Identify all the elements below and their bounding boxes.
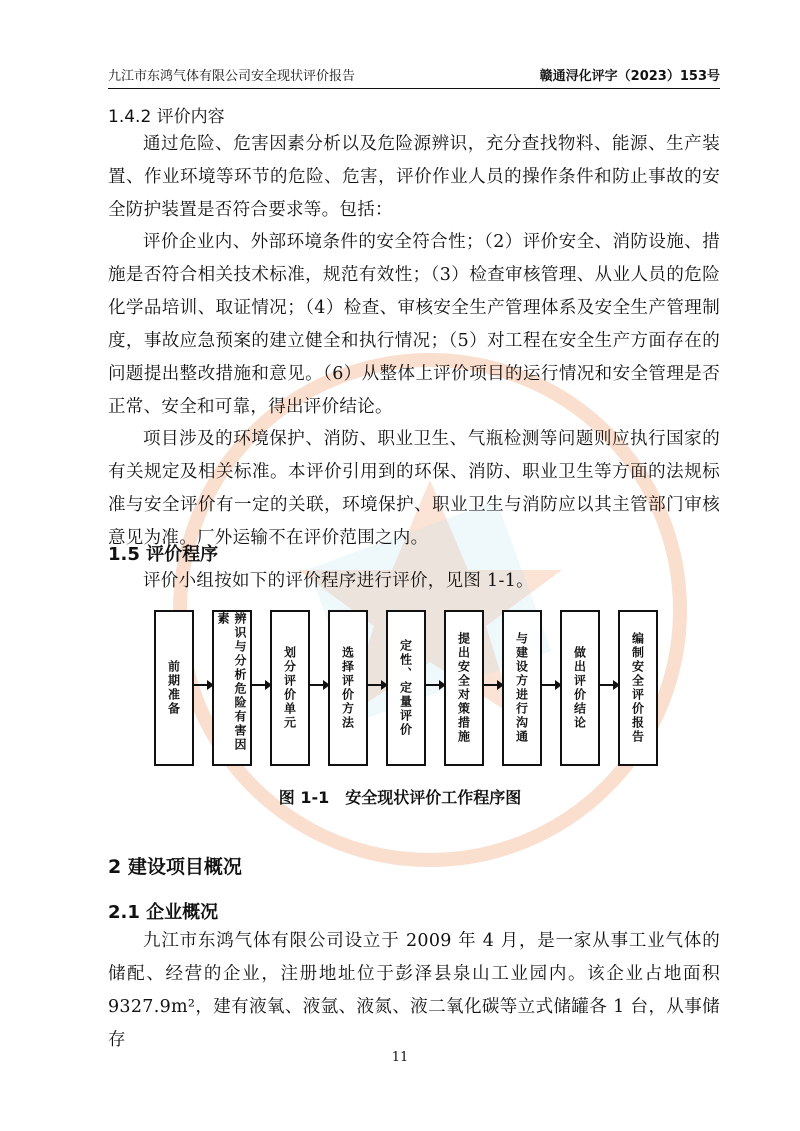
section-1-4-2-paragraph-3: 项目涉及的环境保护、消防、职业卫生、气瓶检测等问题则应执行国家的有关规定及相关标准。本评价引用到的环保、消防、职业卫生等方面的法规标准与安全评价有一定的关联，环境保护、职业卫生与消防应以其主管部门审核意见为准。厂外运输不在评价范围之内。 (108, 429, 720, 548)
header-document-number: 赣通浔化评字（2023）153号 (539, 69, 720, 84)
section-2-title: 2 建设项目概况 (108, 856, 242, 878)
evaluation-procedure-flowchart (108, 598, 720, 776)
flow-arrow (540, 684, 560, 686)
flow-arrow (598, 684, 618, 686)
section-2-1-title: 2.1 企业概况 (108, 902, 219, 923)
flow-step-3: 划分评价单元 (270, 610, 310, 766)
flow-arrow (482, 684, 502, 686)
flow-step-4: 选择评价方法 (328, 610, 368, 766)
page-number: 11 (391, 1050, 409, 1065)
section-1-5-title: 1.5 评价程序 (108, 544, 219, 565)
flow-arrow (424, 684, 444, 686)
flow-arrow (250, 684, 270, 686)
section-2-1-paragraph: 九江市东鸿气体有限公司设立于 2009 年 4 月，是一家从事工业气体的储配、经营的企业，注册地址位于彭泽县泉山工业园内。该企业占地面积 9327.9m²，建有液氧、液氩、液氮、液二氧化碳等立式储罐各 1 台，从事储存 (108, 931, 720, 1050)
section-1-4-2-paragraph-2: 评价企业内、外部环境条件的安全符合性；（2）评价安全、消防设施、措施是否符合相关技术标准，规范有效性；（3）检查审核管理、从业人员的危险化学品培训、取证情况；（4）检查、审核安全生产管理体系及安全生产管理制度，事故应急预案的建立健全和执行情况；（5）对工程在安全生产方面存在的问题提出整改措施和意见。（6）从整体上评价项目的运行情况和安全管理是否正常、安全和可靠，得出评价结论。 (108, 232, 720, 417)
flow-step-7: 与建设方进行沟通 (502, 610, 542, 766)
figure-caption: 图 1-1 安全现状评价工作程序图 (278, 788, 522, 807)
header-company-report: 九江市东鸿气体有限公司安全现状评价报告 (108, 69, 356, 84)
flow-step-5: 定性、定量评价 (386, 610, 426, 766)
flow-arrow (308, 684, 328, 686)
section-1-4-2-paragraph-1: 通过危险、危害因素分析以及危险源辨识，充分查找物料、能源、生产装置、作业环境等环节的危险、危害，评价作业人员的操作条件和防止事故的安全防护装置是否符合要求等。包括： (108, 134, 720, 220)
flow-step-2: 辨识与分析危险有害因素 (212, 610, 252, 766)
flow-step-6: 提出安全对策措施 (444, 610, 484, 766)
section-1-5-paragraph: 评价小组按如下的评价程序进行评价，见图 1-1。 (143, 571, 534, 591)
page-header (108, 66, 720, 89)
flow-step-8: 做出评价结论 (560, 610, 600, 766)
flow-step-1: 前期准备 (154, 610, 194, 766)
section-1-4-2-title: 1.4.2 评价内容 (108, 107, 225, 127)
flow-arrow (192, 684, 212, 686)
flow-step-9: 编制安全评价报告 (618, 610, 658, 766)
flow-arrow (366, 684, 386, 686)
